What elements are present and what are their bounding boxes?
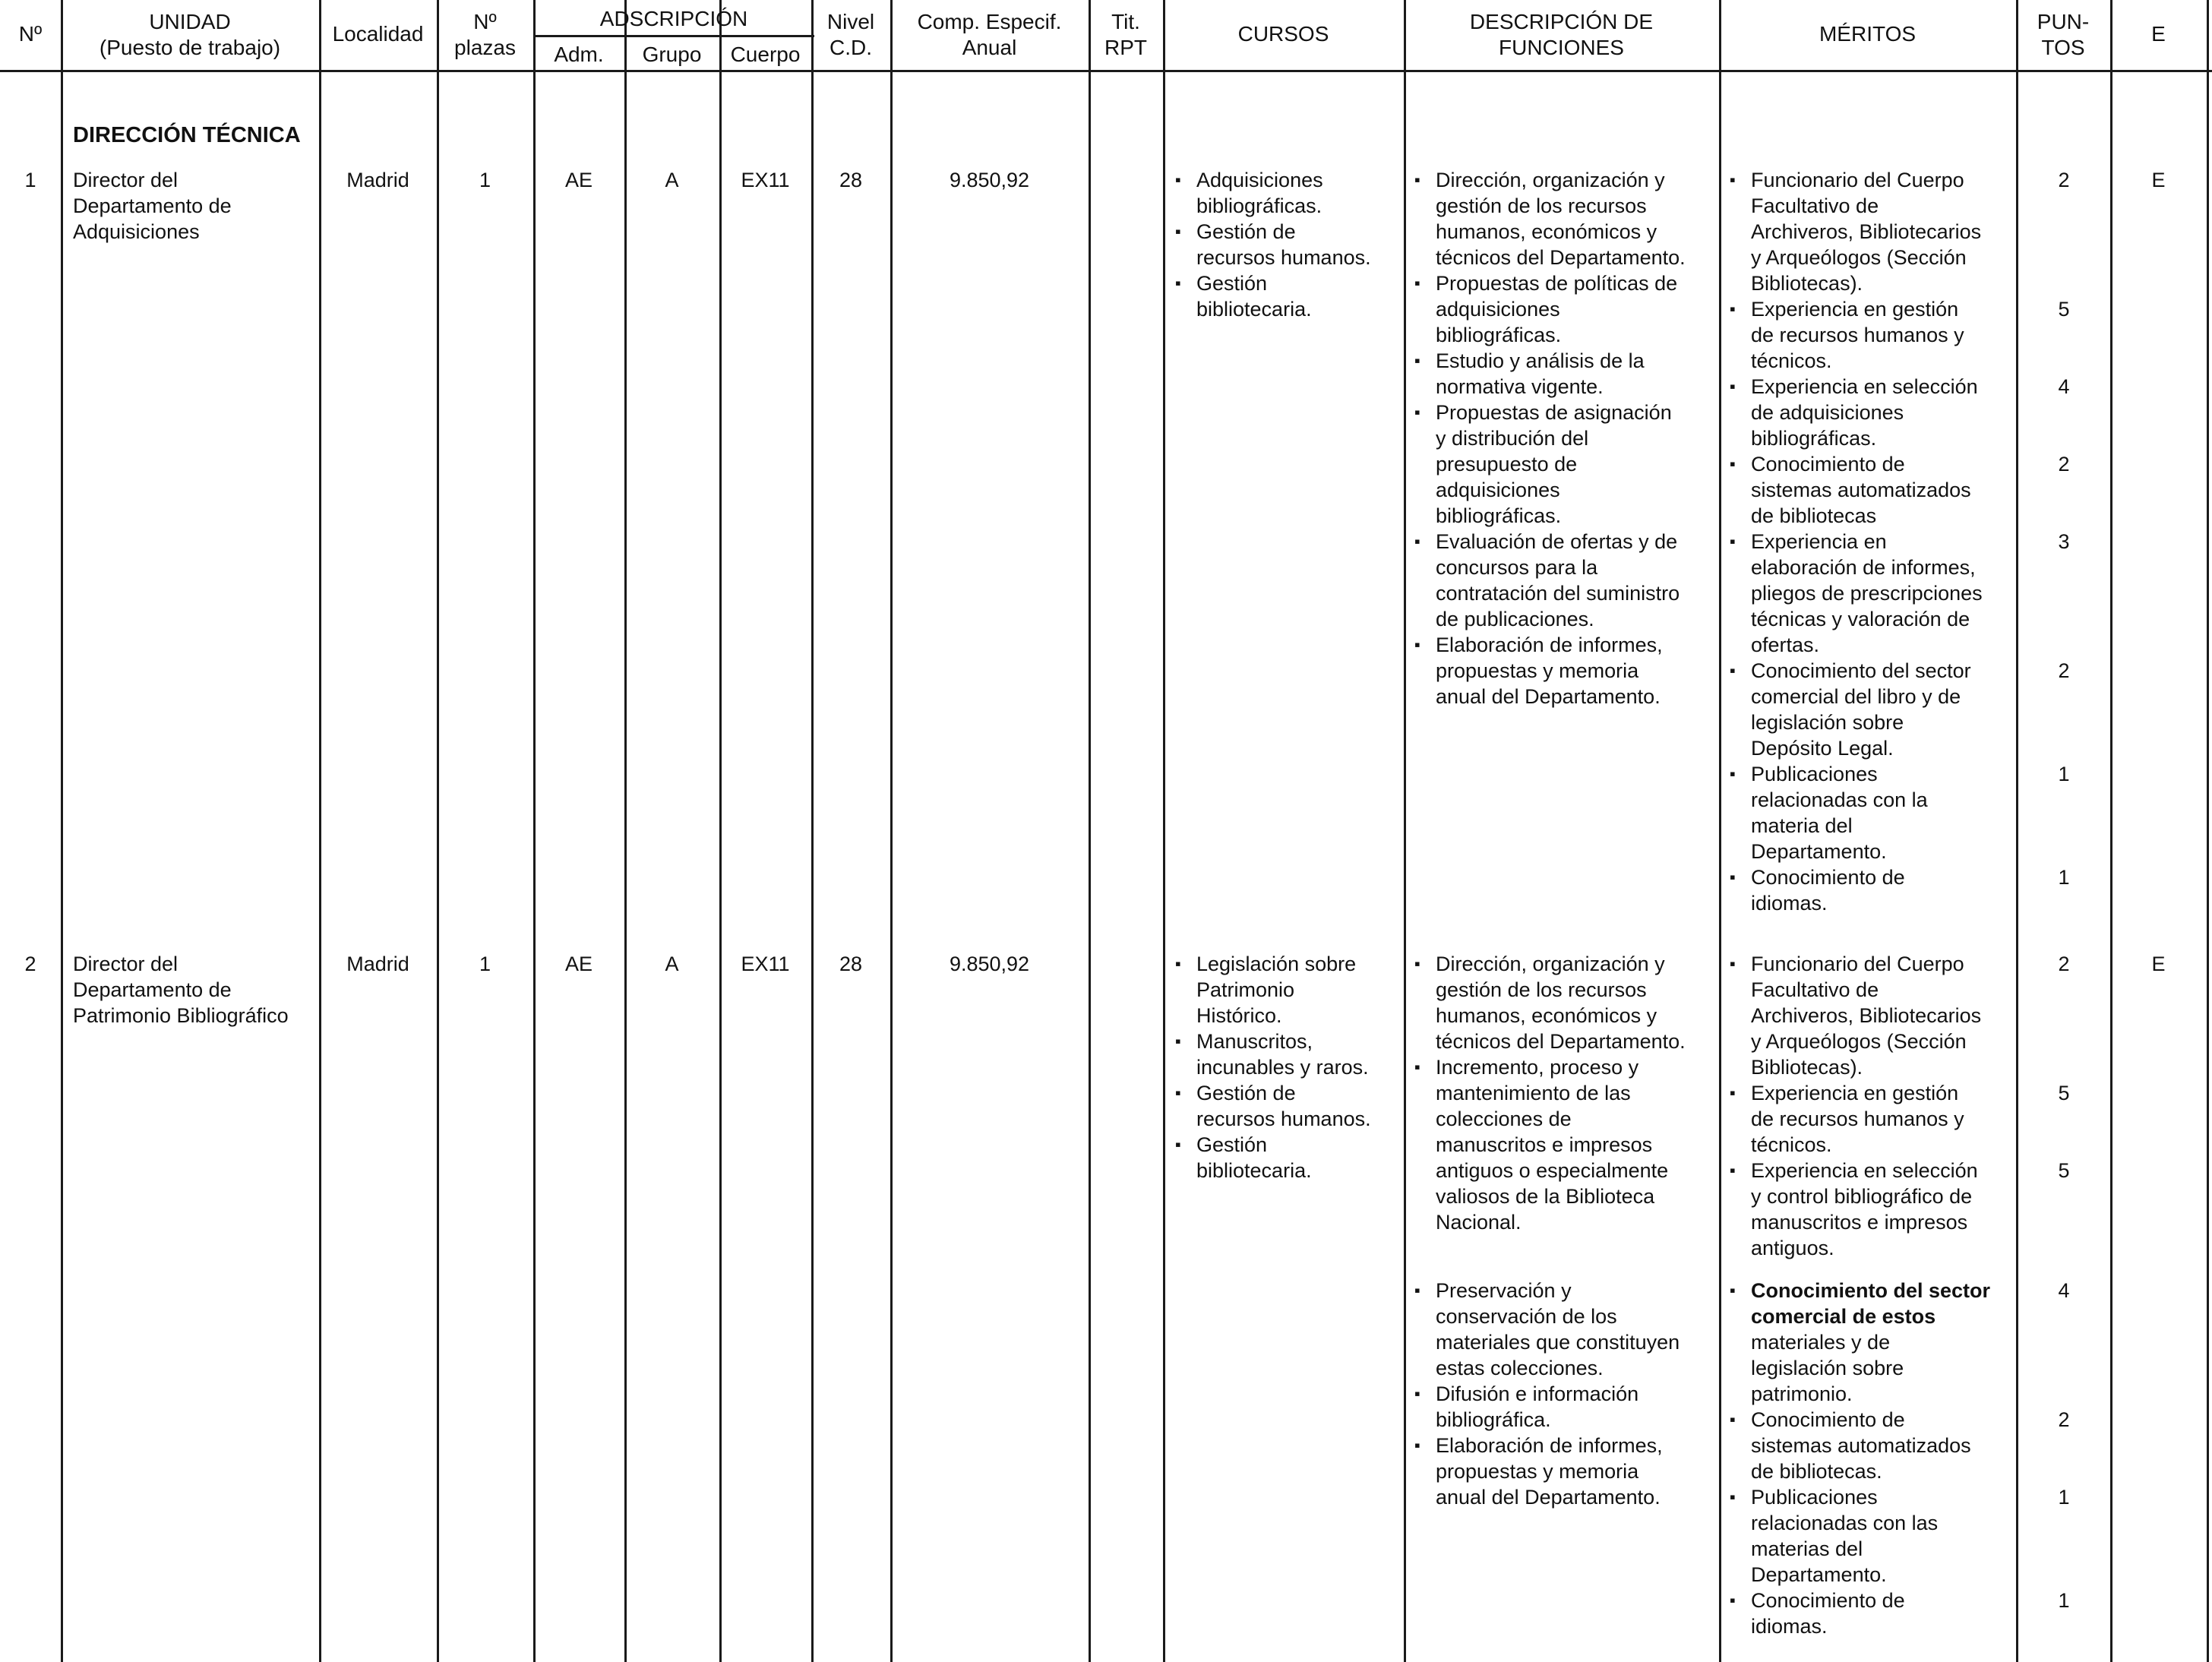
list-item: ▪ Gestión bibliotecaria. [1174, 1132, 1401, 1183]
list-item: ▪ Propuestas de políticas de adquisiciones bibliográficas. [1413, 270, 1717, 348]
list-item: ▪ Conocimiento de sistemas automatizados de bibliotecas. [1728, 1407, 2015, 1484]
row1-puntos-value: 2 [2058, 659, 2070, 682]
row2-cursos-list [1174, 951, 1401, 1183]
row1-puntos-value: 1 [2058, 866, 2070, 889]
header-nivel: Nivel C.D. [826, 10, 875, 59]
row2-puntos-cont-value: 1 [2058, 1589, 2070, 1612]
list-item: ▪ Propuestas de asignación y distribución del presupuesto de adquisiciones bibliográficas. [1413, 400, 1717, 529]
list-item: ▪ Conocimiento de idiomas. [1728, 1588, 2015, 1639]
row2-puntos-cont-value: 2 [2058, 1408, 2070, 1431]
row2-puntos-value: 5 [2058, 1159, 2070, 1182]
row1-no: 1 [24, 169, 36, 191]
row2-puntos-cont-value: 1 [2058, 1486, 2070, 1509]
col-line [1404, 0, 1406, 1662]
header-puntos: PUN- TOS [2037, 10, 2090, 59]
list-item: ▪ Conocimiento del sector comercial de estos materiales y de legislación sobre patrimonio. [1728, 1278, 2015, 1407]
list-item: ▪ Conocimiento de idiomas. [1728, 864, 2015, 916]
list-item: ▪ Adquisiciones bibliográficas. [1174, 167, 1401, 219]
row1-puntos-value: 2 [2058, 453, 2070, 476]
header-localidad: Localidad [332, 22, 424, 46]
header-cursos: CURSOS [1237, 22, 1329, 46]
col-line [2207, 0, 2209, 1662]
row1-localidad: Madrid [346, 169, 409, 191]
col-line [719, 0, 722, 1662]
row2-puntos-value: 5 [2058, 1082, 2070, 1104]
list-item: ▪ Experiencia en gestión de recursos humanos y técnicos. [1728, 1080, 2015, 1158]
list-item: ▪ Funcionario del Cuerpo Facultativo de Archiveros, Bibliotecarios y Arqueólogos (Sección Bibliotecas). [1728, 951, 2015, 1080]
row1-e: E [2151, 169, 2166, 191]
row1-nivel: 28 [839, 169, 863, 191]
list-item: ▪ Legislación sobre Patrimonio Histórico. [1174, 951, 1401, 1028]
row1-meritos-list [1728, 167, 2015, 916]
header-unidad: UNIDAD (Puesto de trabajo) [99, 10, 281, 59]
col-line [890, 0, 893, 1662]
col-line [533, 0, 536, 1662]
row2-no: 2 [24, 953, 36, 975]
row1-puntos-value: 5 [2058, 298, 2070, 321]
row1-comp: 9.850,92 [949, 169, 1030, 191]
row1-cursos-list [1174, 167, 1401, 322]
header-e: E [2151, 22, 2166, 46]
list-item: ▪ Evaluación de ofertas y de concursos para la contratación del suministro de publicaciones. [1413, 529, 1717, 632]
list-item: ▪ Manuscritos, incunables y raros. [1174, 1028, 1401, 1080]
col-line [437, 0, 439, 1662]
list-item: ▪ Gestión de recursos humanos. [1174, 1080, 1401, 1132]
list-item: ▪ Funcionario del Cuerpo Facultativo de Archiveros, Bibliotecarios y Arqueólogos (Sección Bibliotecas). [1728, 167, 2015, 296]
col-line [1719, 0, 1721, 1662]
header-tit: Tit. RPT [1104, 10, 1147, 59]
list-item: ▪ Gestión bibliotecaria. [1174, 270, 1401, 322]
list-item: ▪ Experiencia en selección de adquisiciones bibliográficas. [1728, 374, 2015, 451]
row2-nivel: 28 [839, 953, 863, 975]
col-line [2110, 0, 2112, 1662]
header-descripcion: DESCRIPCIÓN DE FUNCIONES [1469, 10, 1654, 59]
col-line [624, 0, 627, 1662]
row1-adm: AE [564, 169, 593, 191]
row2-meritos-list [1728, 951, 2015, 1261]
list-item: ▪ Elaboración de informes, propuestas y memoria anual del Departamento. [1413, 632, 1717, 709]
row1-grupo: A [665, 169, 679, 191]
list-item: ▪ Elaboración de informes, propuestas y memoria anual del Departamento. [1413, 1433, 1717, 1510]
header-no: Nº [18, 22, 43, 46]
header-cuerpo: Cuerpo [730, 43, 801, 66]
row2-e: E [2151, 953, 2166, 975]
list-item: ▪ Publicaciones relacionadas con la materia del Departamento. [1728, 761, 2015, 864]
list-item: ▪ Conocimiento del sector comercial del libro y de legislación sobre Depósito Legal. [1728, 658, 2015, 761]
row1-cuerpo: EX11 [741, 169, 790, 191]
list-item: ▪ Publicaciones relacionadas con las materias del Departamento. [1728, 1484, 2015, 1588]
list-item: ▪ Experiencia en gestión de recursos humanos y técnicos. [1728, 296, 2015, 374]
list-item: ▪ Dirección, organización y gestión de los recursos humanos, económicos y técnicos del Departamento. [1413, 951, 1717, 1054]
col-line [319, 0, 321, 1662]
row2-puntos-cont-value: 4 [2058, 1279, 2070, 1302]
header-adm: Adm. [554, 43, 604, 66]
header-bottom-line [0, 70, 2212, 72]
col-line [811, 0, 814, 1662]
row1-plazas: 1 [479, 169, 491, 191]
row2-funciones-cont-list [1413, 1278, 1717, 1510]
row2-puntos-value: 2 [2058, 953, 2070, 975]
list-item: ▪ Gestión de recursos humanos. [1174, 219, 1401, 270]
row2-adm: AE [564, 953, 593, 975]
list-item: ▪ Difusión e información bibliográfica. [1413, 1381, 1717, 1433]
header-meritos: MÉRITOS [1819, 22, 1917, 46]
row2-meritos-cont-list [1728, 1278, 2015, 1639]
row2-grupo: A [665, 953, 679, 975]
col-line [1089, 0, 1091, 1662]
row2-plazas: 1 [479, 953, 491, 975]
header-comp: Comp. Especif. Anual [917, 10, 1062, 59]
header-adscripcion: ADSCRIPCIÓN [599, 7, 748, 30]
header-plazas: Nº plazas [454, 10, 516, 59]
header-grupo: Grupo [642, 43, 702, 66]
header-underline-adscripcion [533, 35, 814, 37]
list-item: ▪ Estudio y análisis de la normativa vigente. [1413, 348, 1717, 400]
list-item: ▪ Experiencia en elaboración de informes, pliegos de prescripciones técnicas y valoración de ofertas. [1728, 529, 2015, 658]
list-item: ▪ Conocimiento de sistemas automatizados de bibliotecas [1728, 451, 2015, 529]
row2-funciones-list [1413, 951, 1717, 1235]
col-line [61, 0, 63, 1662]
list-item: ▪ Preservación y conservación de los materiales que constituyen estas colecciones. [1413, 1278, 1717, 1381]
row1-puntos-value: 1 [2058, 763, 2070, 785]
list-item: ▪ Experiencia en selección y control bibliográfico de manuscritos e impresos antiguos. [1728, 1158, 2015, 1261]
list-item: ▪ Dirección, organización y gestión de los recursos humanos, económicos y técnicos del Departamento. [1413, 167, 1717, 270]
row1-puntos-value: 2 [2058, 169, 2070, 191]
row2-cuerpo: EX11 [741, 953, 790, 975]
row1-puntos-value: 4 [2058, 375, 2070, 398]
row1-unidad: Director del Departamento de Adquisiciones [73, 169, 232, 243]
row2-unidad: Director del Departamento de Patrimonio Bibliográfico [73, 953, 289, 1027]
row2-comp: 9.850,92 [949, 953, 1030, 975]
row1-funciones-list [1413, 167, 1717, 709]
row2-localidad: Madrid [346, 953, 409, 975]
row1-puntos-value: 3 [2058, 530, 2070, 553]
list-item: ▪ Incremento, proceso y mantenimiento de las colecciones de manuscritos e impresos antiguos o especialmente valiosos de la Biblioteca Nacional. [1413, 1054, 1717, 1235]
col-line [1163, 0, 1165, 1662]
section-title: DIRECCIÓN TÉCNICA [73, 123, 301, 147]
